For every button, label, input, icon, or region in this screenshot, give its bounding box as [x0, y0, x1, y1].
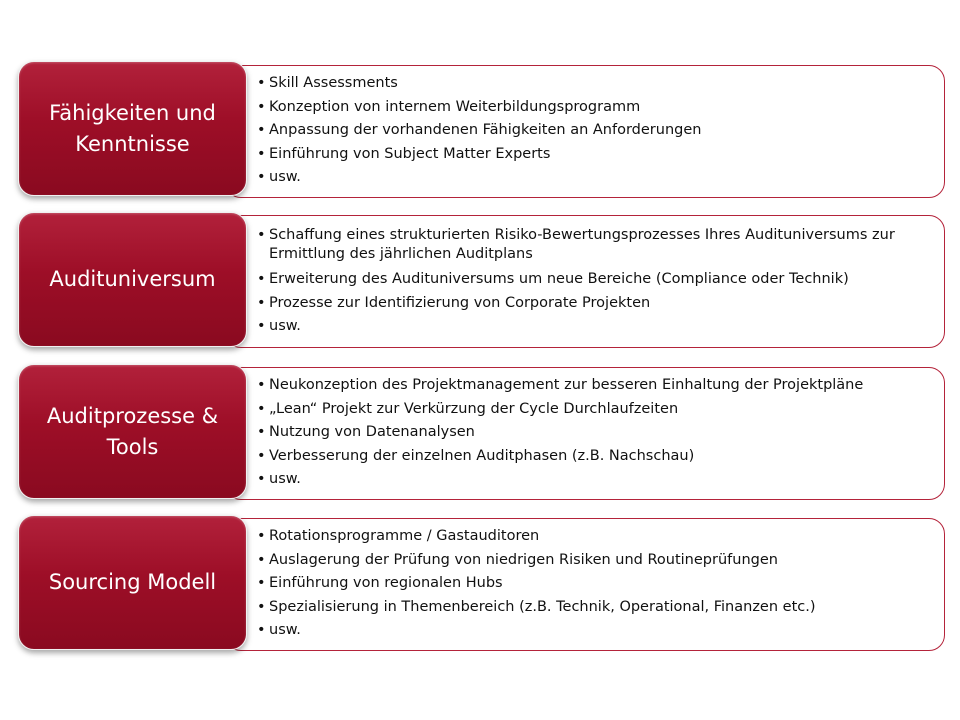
bullet-list [257, 374, 924, 492]
bullet-item: • Rotationsprogramme / Gastauditoren [257, 525, 924, 549]
detail-box [225, 518, 945, 651]
category-tile [18, 61, 247, 196]
bullet-item: • Schaffung eines strukturierten Risiko-Bewertungsprozesses Ihres Audituniversums zur Ermittlung des jährlichen Auditplans [257, 226, 924, 268]
bullet-item: • Spezialisierung in Themenbereich (z.B. Technik, Operational, Finanzen etc.) [257, 596, 924, 620]
bullet-item: • usw. [257, 166, 924, 190]
category-title: Sourcing Modell [48, 570, 217, 594]
bullet-item: • Prozesse zur Identifizierung von Corporate Projekten [257, 292, 924, 316]
bullet-list [257, 525, 924, 643]
bullet-list [257, 72, 924, 190]
category-tile [18, 515, 247, 650]
bullet-item: • Skill Assessments [257, 72, 924, 96]
category-title: Fähigkeiten und Kenntnisse [49, 100, 216, 156]
category-title: Audituniversum [49, 267, 216, 291]
category-tile [18, 364, 247, 499]
bullet-item: • usw. [257, 315, 924, 339]
detail-box [225, 65, 945, 198]
detail-box [225, 367, 945, 500]
bullet-item: • Einführung von Subject Matter Experts [257, 143, 924, 167]
bullet-item: • Erweiterung des Audituniversums um neue Bereiche (Compliance oder Technik) [257, 268, 924, 292]
detail-box [225, 215, 945, 348]
bullet-item: • Auslagerung der Prüfung von niedrigen Risiken und Routineprüfungen [257, 549, 924, 573]
bullet-item: • Einführung von regionalen Hubs [257, 572, 924, 596]
bullet-item: • Konzeption von internem Weiterbildungsprogramm [257, 96, 924, 120]
bullet-item: • „Lean“ Projekt zur Verkürzung der Cycle Durchlaufzeiten [257, 398, 924, 422]
bullet-item: • usw. [257, 619, 924, 643]
bullet-list [257, 226, 924, 339]
bullet-item: • Anpassung der vorhandenen Fähigkeiten an Anforderungen [257, 119, 924, 143]
bullet-item: • Verbesserung der einzelnen Auditphasen (z.B. Nachschau) [257, 445, 924, 469]
bullet-item: • Nutzung von Datenanalysen [257, 421, 924, 445]
bullet-item: • usw. [257, 468, 924, 492]
category-tile [18, 212, 247, 347]
bullet-item: • Neukonzeption des Projektmanagement zur besseren Einhaltung der Projektpläne [257, 374, 924, 398]
category-title: Auditprozesse & Tools [46, 403, 219, 459]
